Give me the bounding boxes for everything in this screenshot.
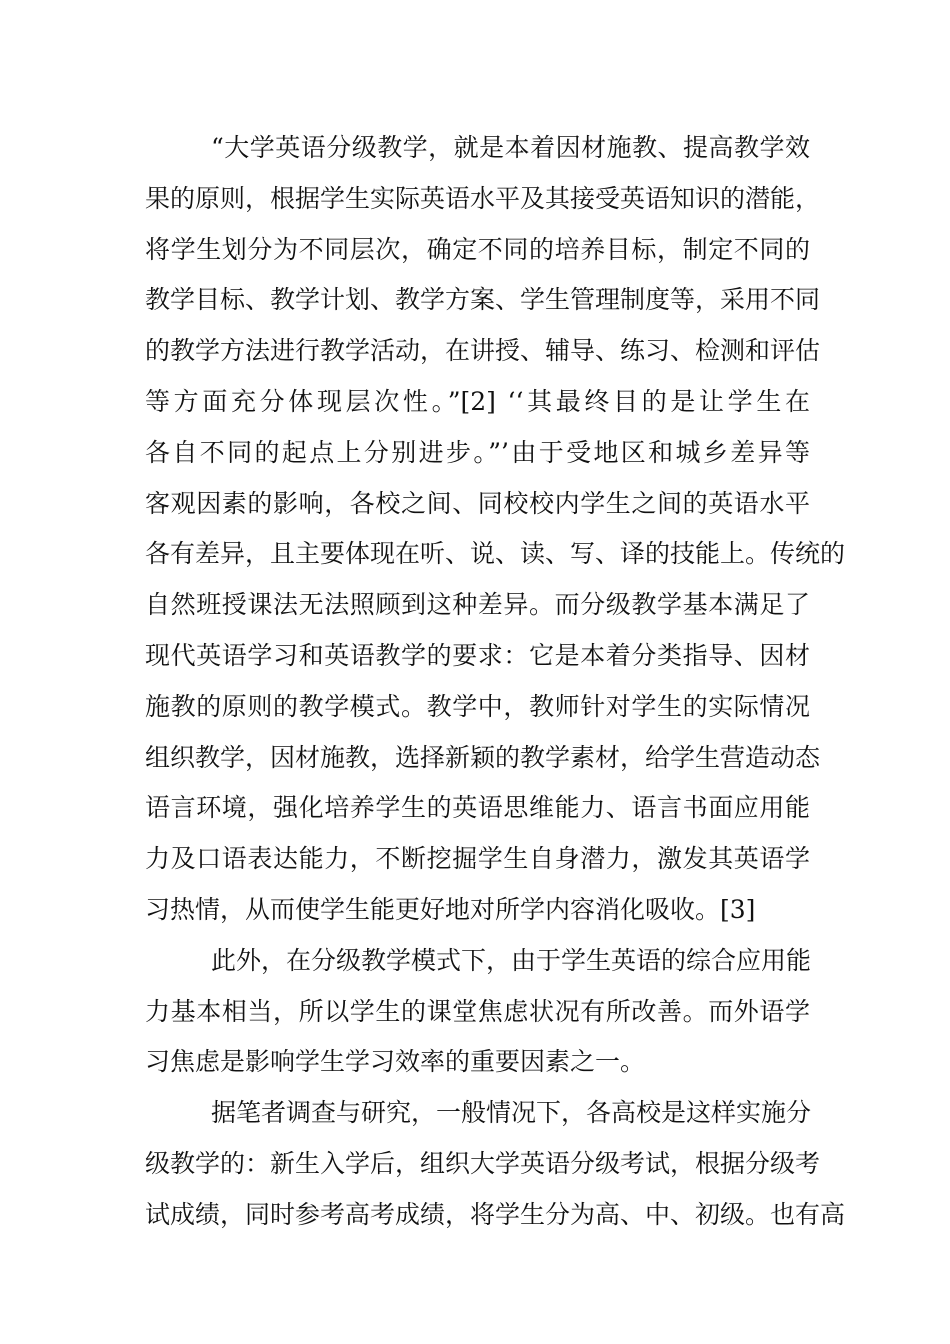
text-line: 习热情，从而使学生能更好地对所学内容消化吸收。[3]: [145, 894, 756, 924]
text-line: 试成绩，同时参考高考成绩，将学生分为高、中、初级。也有高: [145, 1199, 846, 1229]
text-line: 此外，在分级教学模式下，由于学生英语的综合应用能: [211, 945, 812, 975]
text-line: 组织教学，因材施教，选择新颖的教学素材，给学生营造动态: [145, 742, 821, 772]
text-line: 力及口语表达能力，不断挖掘学生自身潜力，激发其英语学: [145, 844, 810, 874]
text-line: 客观因素的影响，各校之间、同校校内学生之间的英语水平: [145, 488, 810, 518]
paragraph-1: [145, 123, 846, 936]
text-line: “大学英语分级教学，就是本着因材施教、提高教学效: [211, 133, 810, 162]
text-line: 将学生划分为不同层次，确定不同的培养目标，制定不同的: [145, 234, 810, 264]
paragraph-3: [145, 1088, 846, 1240]
text-line: 据笔者调查与研究，一般情况下，各高校是这样实施分: [211, 1098, 812, 1128]
text-line: 各自不同的起点上分别进步。”’由于受地区和城乡差异等: [145, 437, 810, 467]
text-line: 级教学的：新生入学后，组织大学英语分级考试，根据分级考: [145, 1148, 821, 1178]
text-line: 自然班授课法无法照顾到这种差异。而分级教学基本满足了: [145, 590, 810, 620]
text-line: 等方面充分体现层次性。”[2] ‘‘其最终目的是让学生在: [145, 386, 810, 416]
text-line: 力基本相当，所以学生的课堂焦虑状况有所改善。而外语学: [145, 996, 810, 1026]
text-line: 习焦虑是影响学生学习效率的重要因素之一。: [145, 1047, 646, 1077]
text-line: 语言环境，强化培养学生的英语思维能力、语言书面应用能: [145, 793, 810, 823]
text-line: 现代英语学习和英语教学的要求：它是本着分类指导、因材: [145, 640, 810, 670]
text-line: 施教的原则的教学模式。教学中，教师针对学生的实际情况: [145, 691, 810, 721]
text-line: 的教学方法进行教学活动，在讲授、辅导、练习、检测和评估: [145, 336, 821, 366]
text-line: 教学目标、教学计划、教学方案、学生管理制度等，采用不同: [145, 285, 821, 315]
document-body: [145, 123, 846, 1241]
text-line: 各有差异，且主要体现在听、说、读、写、译的技能上。传统的: [145, 539, 846, 569]
text-line: 果的原则，根据学生实际英语水平及其接受英语知识的潜能，: [145, 183, 821, 213]
paragraph-2: [145, 936, 810, 1088]
